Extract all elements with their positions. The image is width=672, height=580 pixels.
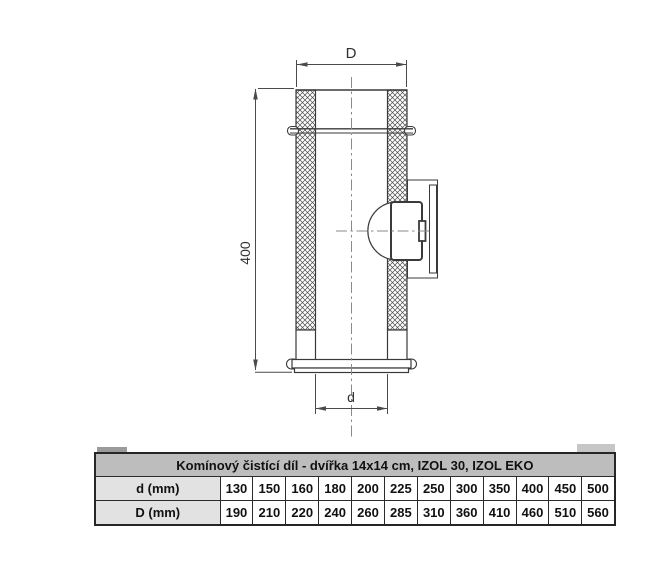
arrowhead-right [396, 62, 407, 67]
dim-label-d: d [347, 389, 355, 405]
table-row [95, 501, 615, 526]
value-cell: 260 [352, 501, 385, 526]
door-cover-plate [430, 185, 437, 273]
value-cell: 410 [483, 501, 516, 526]
row-label: D (mm) [95, 501, 220, 526]
value-cell: 460 [516, 501, 549, 526]
right-wall-plain [388, 330, 408, 361]
spec-table [94, 452, 616, 526]
arrowhead-up [253, 89, 258, 100]
arrowhead-right [377, 406, 388, 411]
row-label: d (mm) [95, 477, 220, 501]
table-title-row [95, 453, 615, 477]
value-cell: 150 [253, 477, 286, 501]
dimension-400 [237, 89, 294, 373]
value-cell: 190 [220, 501, 253, 526]
band-cap-right [405, 127, 416, 136]
arrowhead-down [253, 360, 258, 371]
value-cell: 180 [319, 477, 352, 501]
left-insulation-hatch [296, 90, 316, 330]
value-cell: 350 [483, 477, 516, 501]
arrowhead-left [297, 62, 308, 67]
value-cell: 400 [516, 477, 549, 501]
value-cell: 130 [220, 477, 253, 501]
value-cell: 225 [384, 477, 417, 501]
value-cell: 450 [549, 477, 582, 501]
value-cell: 285 [384, 501, 417, 526]
left-wall-plain [296, 330, 316, 361]
value-cell: 300 [450, 477, 483, 501]
value-cell: 200 [352, 477, 385, 501]
value-cell: 500 [582, 477, 615, 501]
value-cell: 310 [417, 501, 450, 526]
arrowhead-left [316, 406, 327, 411]
value-cell: 210 [253, 501, 286, 526]
spec-table-title: Komínový čistící díl - dvířka 14x14 cm, IZOL 30, IZOL EKO [95, 453, 615, 477]
value-cell: 220 [286, 501, 319, 526]
table-row [95, 477, 615, 501]
value-cell: 160 [286, 477, 319, 501]
value-cell: 560 [582, 501, 615, 526]
value-cell: 240 [319, 501, 352, 526]
spec-table-body [95, 477, 615, 526]
value-cell: 510 [549, 501, 582, 526]
value-cell: 360 [450, 501, 483, 526]
dim-label-D: D [345, 45, 357, 62]
dim-label-400: 400 [237, 241, 253, 265]
value-cell: 250 [417, 477, 450, 501]
band-cap-left [288, 127, 299, 136]
